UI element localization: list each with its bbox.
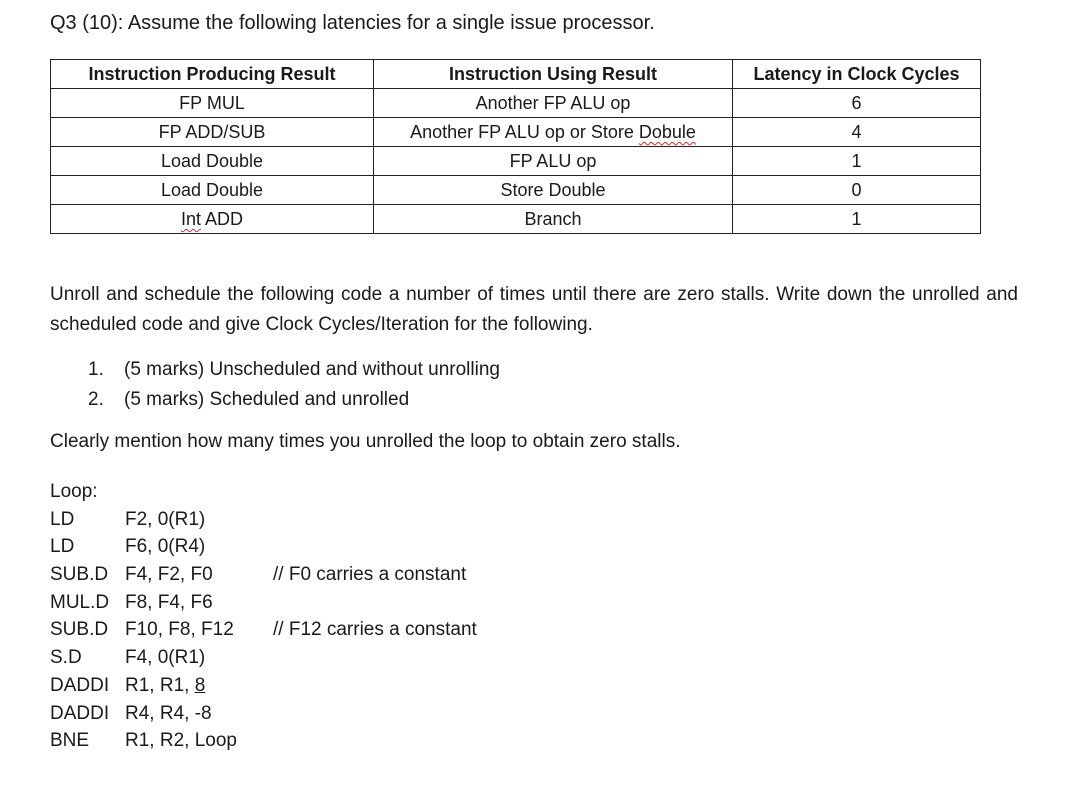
table-header-row (51, 60, 981, 89)
latency-cell: 0 (733, 176, 981, 205)
opcode: LD (50, 536, 75, 558)
list-text: (5 marks) Scheduled and unrolled (124, 389, 410, 410)
table-row (51, 147, 981, 176)
operands (125, 672, 205, 700)
opcode: LD (50, 508, 75, 530)
operands: F6, 0(R4) (125, 536, 206, 558)
opcode: S.D (50, 647, 82, 669)
instructions-paragraph: Unroll and schedule the following code a number of times until there are zero stalls. Write down the unrolled and scheduled code and give Clock Cycles/Iteration for the following. (50, 284, 1018, 335)
code-comment: // F0 carries a constant (273, 564, 467, 586)
list-number: 2. (88, 389, 104, 410)
operands: F8, F4, F6 (125, 591, 213, 613)
operands: R4, R4, -8 (125, 702, 212, 724)
operands: F2, 0(R1) (125, 508, 206, 530)
misspelled-word: Int (180, 209, 201, 229)
code-line (50, 533, 237, 561)
user-cell: FP ALU op (374, 147, 733, 176)
table-row (51, 89, 981, 118)
latency-cell: 1 (733, 147, 981, 176)
latency-table (50, 59, 981, 234)
list-number: 1. (88, 359, 104, 380)
misspelled-word: Dobule (638, 122, 696, 142)
header-latency: Latency in Clock Cycles (733, 60, 981, 89)
opcode: BNE (50, 730, 90, 752)
question-title: Q3 (10): Assume the following latencies for a single issue processor. (50, 12, 655, 34)
producer-cell (51, 205, 374, 234)
header-using: Instruction Using Result (374, 60, 733, 89)
code-comment: // F12 carries a constant (273, 619, 477, 641)
code-line (50, 700, 237, 728)
code-line (50, 644, 237, 672)
list-item (88, 355, 500, 385)
user-cell: Another FP ALU op (374, 89, 733, 118)
latency-cell: 4 (733, 118, 981, 147)
loop-label: Loop: (50, 481, 98, 502)
latency-cell: 6 (733, 89, 981, 118)
user-cell: Branch (374, 205, 733, 234)
code-block (50, 478, 477, 755)
user-text: Another FP ALU op or Store (410, 122, 639, 142)
opcode: MUL.D (50, 591, 110, 613)
operands: F10, F8, F12 (125, 619, 234, 641)
operands: F4, 0(R1) (125, 647, 206, 669)
producer-cell: Load Double (51, 176, 374, 205)
code-line (50, 616, 477, 644)
producer-cell: FP ADD/SUB (51, 118, 374, 147)
operands: R1, R2, Loop (125, 730, 237, 752)
code-line (50, 561, 467, 589)
operands: F4, F2, F0 (125, 564, 213, 586)
underlined-immediate: 8 (194, 674, 206, 696)
list-item (88, 385, 500, 415)
table-row (51, 176, 981, 205)
user-cell: Store Double (374, 176, 733, 205)
code-line (50, 589, 237, 617)
code-line (50, 506, 237, 534)
operands-prefix: R1, R1, (125, 674, 195, 696)
producer-text: ADD (201, 209, 244, 229)
producer-cell: Load Double (51, 147, 374, 176)
code-line (50, 727, 237, 755)
opcode: DADDI (50, 702, 110, 724)
task-list (88, 355, 500, 415)
table-row (51, 118, 981, 147)
opcode: SUB.D (50, 619, 109, 641)
opcode: SUB.D (50, 564, 109, 586)
latency-cell: 1 (733, 205, 981, 234)
producer-cell: FP MUL (51, 89, 374, 118)
header-producing: Instruction Producing Result (51, 60, 374, 89)
list-text: (5 marks) Unscheduled and without unrolling (124, 359, 500, 380)
opcode: DADDI (50, 674, 110, 696)
table-row (51, 205, 981, 234)
code-line (50, 672, 237, 700)
user-cell (374, 118, 733, 147)
unroll-note: Clearly mention how many times you unrolled the loop to obtain zero stalls. (50, 431, 681, 452)
